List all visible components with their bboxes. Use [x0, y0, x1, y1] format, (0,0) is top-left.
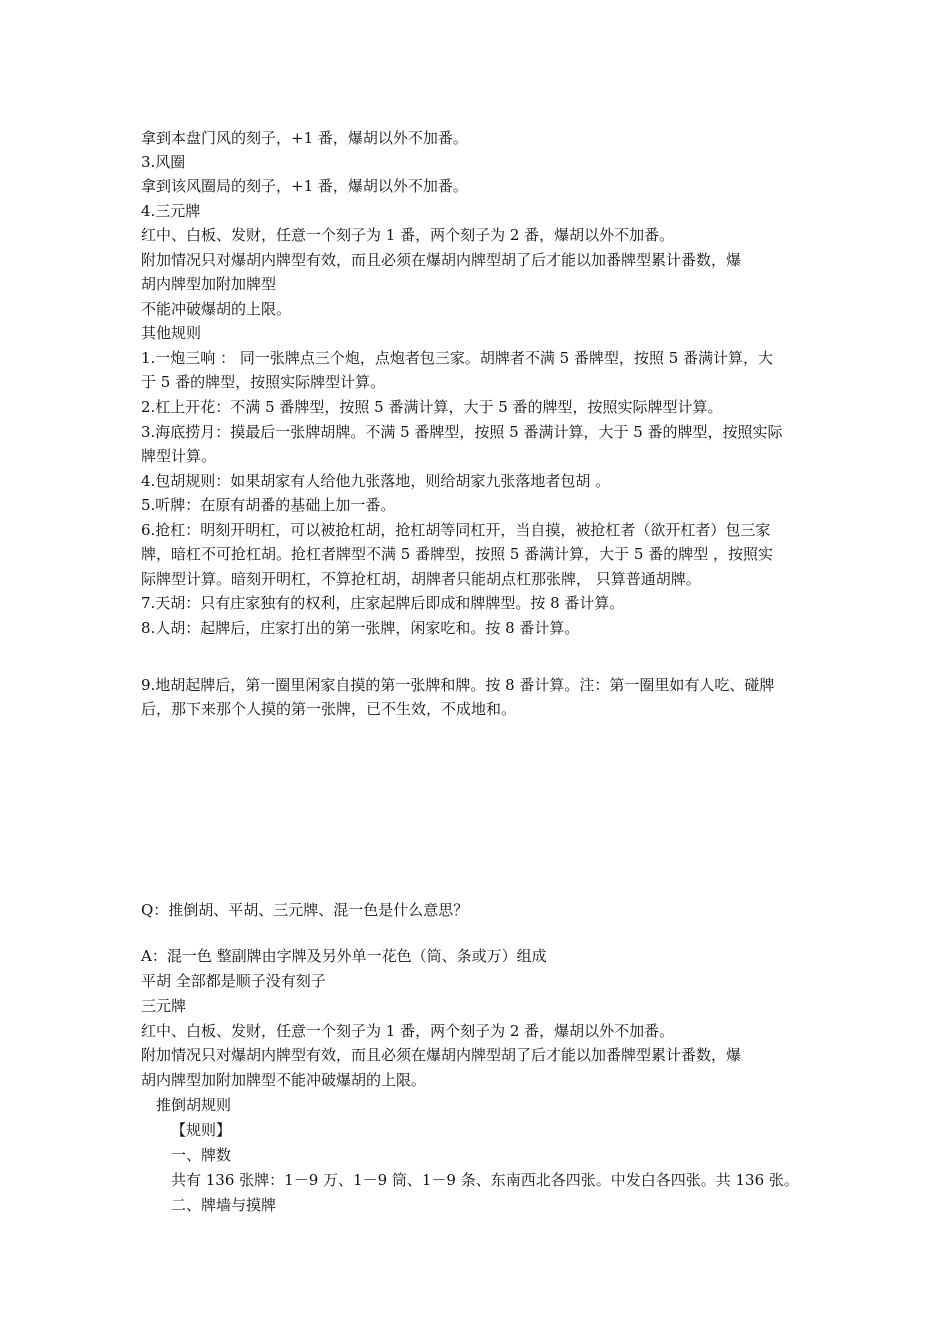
section-heading: 【规则】 [171, 1121, 232, 1139]
text-line: 拿到本盘门风的刻子，+1 番，爆胡以外不加番。 [141, 129, 468, 147]
text-line: 拿到该风圈局的刻子，+1 番，爆胡以外不加番。 [141, 177, 468, 195]
answer-line: A：混一色 整副牌由字牌及另外单一花色（筒、条或万）组成 [141, 947, 547, 965]
section-heading: 4.三元牌 [141, 202, 201, 220]
text-line: 后，那下来那个人摸的第一张牌，已不生效，不成地和。 [141, 700, 517, 718]
text-line: 不能冲破爆胡的上限。 [141, 300, 292, 318]
section-heading: 推倒胡规则 [156, 1096, 232, 1114]
text-line: 5.听牌：在原有胡番的基础上加一番。 [141, 496, 396, 514]
text-line: 牌，暗杠不可抢杠胡。抢杠者牌型不满 5 番牌型，按照 5 番满计算，大于 5 番的牌型 ，按照实 [141, 545, 774, 563]
text-line: 附加情况只对爆胡内牌型有效，而且必须在爆胡内牌型胡了后才能以加番牌型累计番数，爆 [141, 1046, 742, 1064]
text-line: 于 5 番的牌型，按照实际牌型计算。 [141, 373, 386, 391]
text-line: 7.天胡：只有庄家独有的权利，庄家起牌后即成和牌牌型。按 8 番计算。 [141, 594, 625, 612]
text-line: 胡内牌型加附加牌型 [141, 275, 277, 293]
text-line: 3.海底捞月：摸最后一张牌胡牌。不满 5 番牌型，按照 5 番满计算，大于 5 番的牌型，按照实际 [141, 423, 783, 441]
section-heading: 3.风圈 [141, 153, 186, 171]
text-line: 8.人胡：起牌后，庄家打出的第一张牌，闲家吃和。按 8 番计算。 [141, 619, 580, 637]
text-line: 牌型计算。 [141, 447, 217, 465]
text-line: 红中、白板、发财，任意一个刻子为 1 番，两个刻子为 2 番，爆胡以外不加番。 [141, 1022, 675, 1040]
section-heading: 二、牌墙与摸牌 [171, 1196, 277, 1214]
text-line: 2.杠上开花：不满 5 番牌型，按照 5 番满计算，大于 5 番的牌型，按照实际牌型计算。 [141, 398, 723, 416]
section-heading: 一、牌数 [171, 1146, 232, 1164]
text-line: 附加情况只对爆胡内牌型有效，而且必须在爆胡内牌型胡了后才能以加番牌型累计番数，爆 [141, 251, 742, 269]
text-line: 9.地胡起牌后，第一圈里闲家自摸的第一张牌和牌。按 8 番计算。注：第一圈里如有人吃、碰牌 [141, 676, 775, 694]
text-line: 胡内牌型加附加牌型不能冲破爆胡的上限。 [141, 1071, 427, 1089]
text-line: 际牌型计算。暗刻开明杠，不算抢杠胡，胡牌者只能胡点杠那张牌， 只算普通胡牌。 [141, 570, 701, 588]
text-line: 1.一炮三响 ： 同一张牌点三个炮，点炮者包三家。胡牌者不满 5 番牌型，按照 5 番满计算，大 [141, 349, 774, 367]
text-line: 红中、白板、发财，任意一个刻子为 1 番，两个刻子为 2 番，爆胡以外不加番。 [141, 226, 675, 244]
text-line: 4.包胡规则：如果胡家有人给他九张落地，则给胡家九张落地者包胡 。 [141, 472, 611, 490]
text-line: 平胡 全部都是顺子没有刻子 [141, 972, 326, 990]
text-line: 共有 136 张牌：1－9 万、1－9 筒、1－9 条、东南西北各四张。中发白各四张。共 136 张。 [171, 1171, 799, 1189]
section-heading: 其他规则 [141, 324, 202, 342]
question-line: Q：推倒胡、平胡、三元牌、混一色是什么意思？ [141, 901, 469, 919]
text-line: 6.抢杠：明刻开明杠，可以被抢杠胡，抢杠胡等同杠开，当自摸，被抢杠者（欲开杠者）包三家 [141, 521, 771, 539]
section-heading: 三元牌 [141, 997, 187, 1015]
